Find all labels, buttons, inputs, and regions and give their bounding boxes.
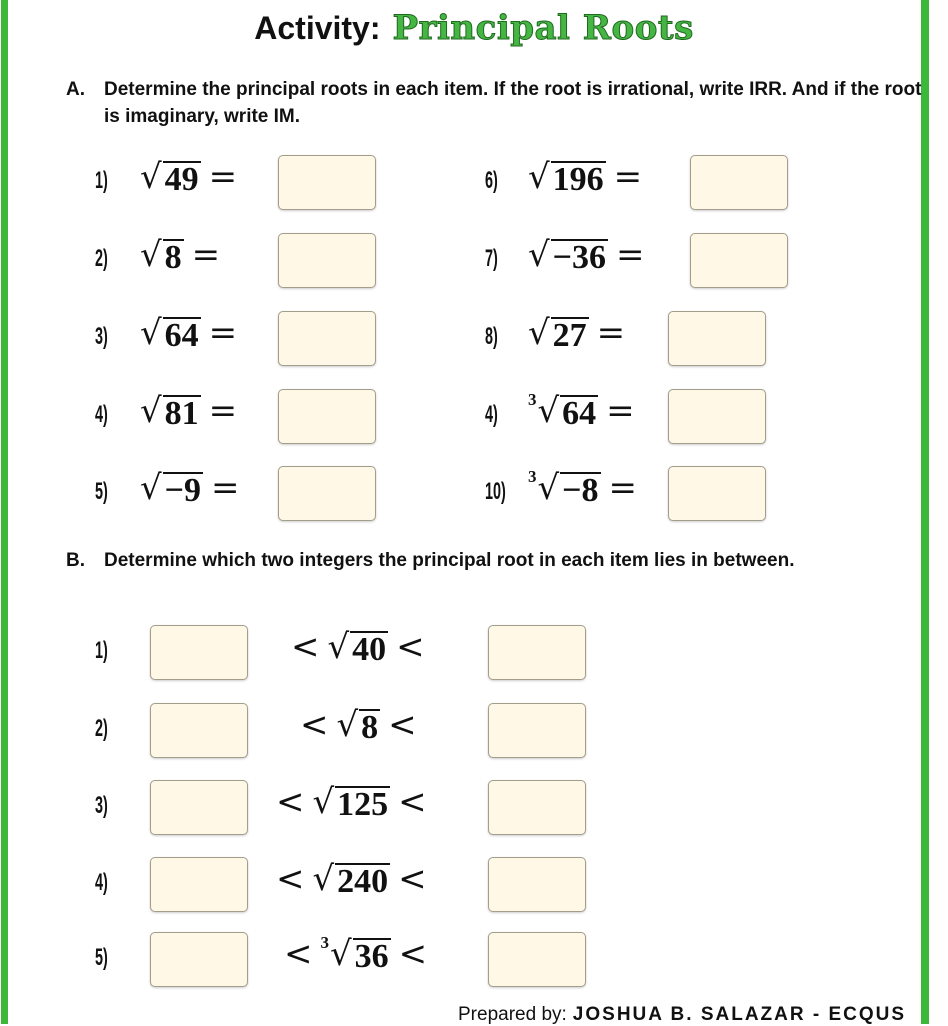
radicand: 125 xyxy=(337,786,389,823)
upper-bound-box[interactable] xyxy=(488,780,586,835)
upper-bound-box[interactable] xyxy=(488,625,586,680)
radical-sign-icon: √ xyxy=(528,235,550,275)
less-than-sign: < xyxy=(388,705,417,745)
radicand: 8 xyxy=(361,709,379,746)
radical-sign-icon: √ xyxy=(528,313,550,353)
title-prefix: Activity: xyxy=(254,10,381,46)
radical-sign-icon: √ xyxy=(312,782,335,822)
radical-expression xyxy=(140,391,201,431)
radicand: 49 xyxy=(164,161,199,198)
title-main: Principal Roots xyxy=(392,8,694,48)
item-expression xyxy=(283,627,433,667)
page-border-right xyxy=(921,0,929,1024)
item-expression xyxy=(268,859,435,899)
less-than-sign: < xyxy=(398,934,428,974)
equals-sign: = xyxy=(596,313,626,353)
item-expression xyxy=(528,235,653,275)
answer-box[interactable] xyxy=(278,311,376,366)
radical-expression xyxy=(140,235,184,275)
page-border-left xyxy=(1,0,8,1024)
radical-sign-icon: √ xyxy=(336,705,359,745)
radical-sign-icon: √ xyxy=(330,934,352,974)
item-number: 1) xyxy=(95,637,108,664)
radical-expression xyxy=(140,468,203,508)
equals-sign: = xyxy=(606,391,635,431)
item-expression xyxy=(276,934,435,974)
radical-sign-icon: √ xyxy=(537,468,560,508)
item-number: 4) xyxy=(95,401,108,428)
root-index: 3 xyxy=(320,933,329,952)
less-than-sign: < xyxy=(276,782,305,822)
upper-bound-box[interactable] xyxy=(488,703,586,758)
root-index: 3 xyxy=(528,390,537,409)
equals-sign: = xyxy=(211,468,240,508)
footer-label: Prepared by: xyxy=(458,1004,567,1025)
radical-expression xyxy=(528,468,601,508)
item-number: 7) xyxy=(485,245,498,272)
answer-box[interactable] xyxy=(668,311,766,366)
less-than-sign: < xyxy=(398,859,427,899)
equals-sign: = xyxy=(608,468,638,508)
equals-sign: = xyxy=(613,157,643,197)
less-than-sign: < xyxy=(396,627,425,667)
item-number: 4) xyxy=(485,401,498,428)
less-than-sign: < xyxy=(291,627,320,667)
equals-sign: = xyxy=(208,157,238,197)
item-number: 2) xyxy=(95,715,108,742)
radical-sign-icon: √ xyxy=(312,859,335,899)
item-number: 8) xyxy=(485,323,498,350)
radicand: 64 xyxy=(562,395,597,432)
item-expression xyxy=(268,782,435,822)
item-expression xyxy=(140,391,245,431)
radicand: 196 xyxy=(552,161,604,198)
radical-expression xyxy=(140,157,201,197)
item-expression xyxy=(140,468,248,508)
item-expression xyxy=(528,313,633,353)
radical-expression xyxy=(140,313,201,353)
part-b-letter: B. xyxy=(66,550,85,571)
equals-sign: = xyxy=(208,313,238,353)
answer-box[interactable] xyxy=(668,389,766,444)
lower-bound-box[interactable] xyxy=(150,703,248,758)
item-number: 3) xyxy=(95,792,108,819)
radical-sign-icon: √ xyxy=(327,627,350,667)
lower-bound-box[interactable] xyxy=(150,857,248,912)
item-number: 10) xyxy=(485,478,506,505)
radical-expression xyxy=(528,391,598,431)
radicand: 240 xyxy=(337,863,389,900)
radicand: 8 xyxy=(164,239,182,276)
less-than-sign: < xyxy=(398,782,427,822)
radicand: 81 xyxy=(164,395,199,432)
radical-sign-icon: √ xyxy=(528,157,550,197)
item-expression xyxy=(140,157,245,197)
answer-box[interactable] xyxy=(668,466,766,521)
lower-bound-box[interactable] xyxy=(150,625,248,680)
equals-sign: = xyxy=(616,235,645,275)
equals-sign: = xyxy=(208,391,238,431)
radicand: 27 xyxy=(552,317,587,354)
part-b-text: Determine which two integers the principal root in each item lies in between. xyxy=(104,550,795,571)
radical-expression xyxy=(337,705,381,745)
item-expression xyxy=(292,705,425,745)
radical-expression xyxy=(328,627,389,667)
upper-bound-box[interactable] xyxy=(488,932,586,987)
radicand: 64 xyxy=(164,317,199,354)
item-expression xyxy=(528,157,650,197)
footer-name: JOSHUA B. SALAZAR - ECQUS xyxy=(572,1004,907,1025)
radical-sign-icon: √ xyxy=(140,157,162,197)
radical-expression xyxy=(528,157,606,197)
answer-box[interactable] xyxy=(690,233,788,288)
less-than-sign: < xyxy=(300,705,329,745)
answer-box[interactable] xyxy=(278,233,376,288)
item-number: 5) xyxy=(95,478,108,505)
item-number: 3) xyxy=(95,323,108,350)
radical-sign-icon: √ xyxy=(140,468,162,508)
radical-expression xyxy=(313,782,391,822)
radical-sign-icon: √ xyxy=(140,235,162,275)
radical-expression xyxy=(313,859,391,899)
upper-bound-box[interactable] xyxy=(488,857,586,912)
radical-sign-icon: √ xyxy=(537,391,560,431)
item-number: 1) xyxy=(95,167,108,194)
item-expression xyxy=(528,391,643,431)
answer-box[interactable] xyxy=(278,155,376,210)
root-index: 3 xyxy=(528,467,537,486)
radical-expression xyxy=(528,235,608,275)
radical-sign-icon: √ xyxy=(140,391,162,431)
radical-expression xyxy=(321,934,391,974)
lower-bound-box[interactable] xyxy=(150,780,248,835)
item-expression xyxy=(140,313,245,353)
equals-sign: = xyxy=(191,235,221,275)
page-title xyxy=(0,8,948,48)
answer-box[interactable] xyxy=(690,155,788,210)
item-number: 4) xyxy=(95,869,108,896)
radicand: −36 xyxy=(552,239,607,276)
footer xyxy=(458,1004,906,1026)
radicand: 40 xyxy=(352,631,387,668)
radicand: −8 xyxy=(562,472,599,509)
part-a-letter: A. xyxy=(66,79,85,100)
radical-expression xyxy=(528,313,589,353)
answer-box[interactable] xyxy=(278,466,376,521)
radicand: 36 xyxy=(354,938,389,975)
less-than-sign: < xyxy=(276,859,305,899)
item-number: 2) xyxy=(95,245,108,272)
lower-bound-box[interactable] xyxy=(150,932,248,987)
item-expression xyxy=(528,468,645,508)
item-expression xyxy=(140,235,228,275)
radical-sign-icon: √ xyxy=(140,313,162,353)
item-number: 5) xyxy=(95,944,108,971)
answer-box[interactable] xyxy=(278,389,376,444)
part-a-text: Determine the principal roots in each item. If the root is irrational, write IRR. And if the root is imaginary, write IM. xyxy=(104,79,922,127)
item-number: 6) xyxy=(485,167,498,194)
less-than-sign: < xyxy=(284,934,313,974)
radicand: −9 xyxy=(164,472,202,509)
